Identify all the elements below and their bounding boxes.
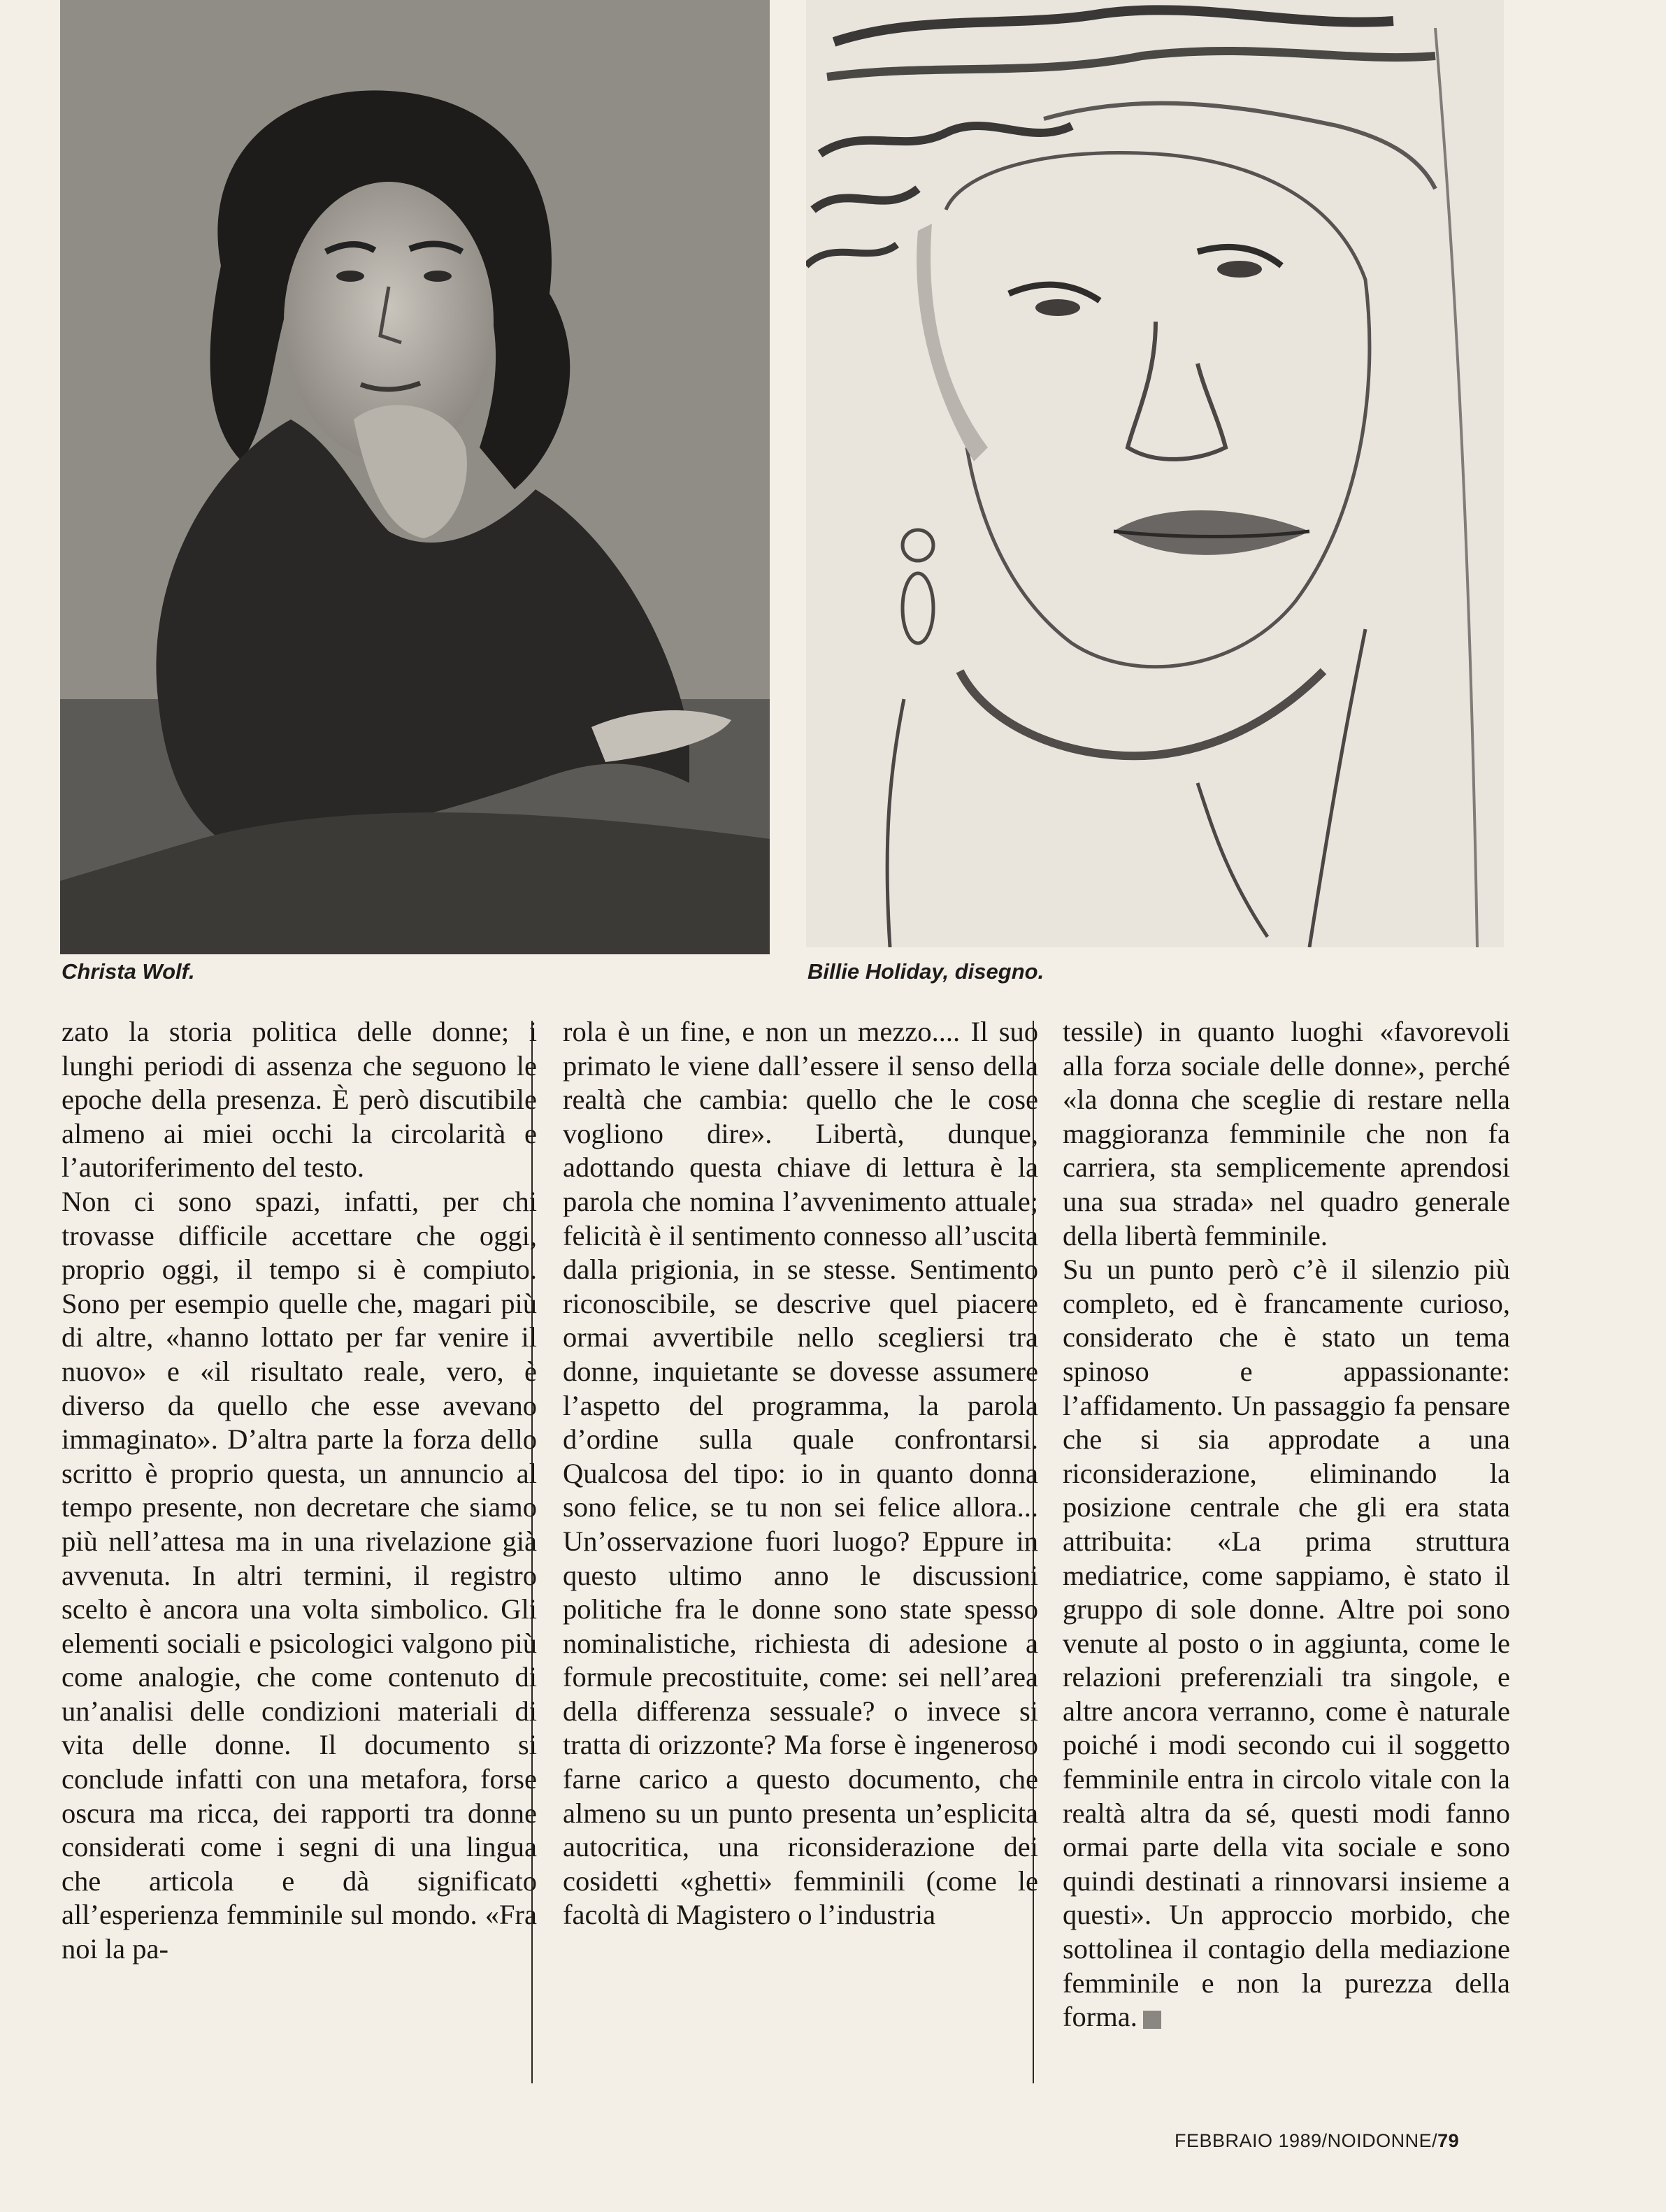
end-of-article-mark — [1143, 2011, 1161, 2029]
caption-christa-wolf: Christa Wolf. — [62, 959, 195, 984]
portrait-painting-icon — [60, 0, 770, 954]
page-footer — [1175, 2130, 1459, 2152]
text-column-3 — [1063, 1015, 1510, 2034]
caption-billie-holiday: Billie Holiday, disegno. — [807, 959, 1044, 984]
photo-christa-wolf — [60, 0, 770, 954]
paragraph: rola è un fine, e non un mezzo.... Il suo primato le viene dall’essere il senso della realtà che cambia: quello che le cose vogliono dire». Libertà, dunque, adottando questa chiave di lettura è la parola che nomina l’avvenimento attuale; felicità è il sentimento connesso all’uscita dalla prigionia, in se stesse. Sentimento riconoscibile, se descrive quel piacere ormai avvertibile nello scegliersi tra donne, inquietante se dovesse assumere l’aspetto del programma, la parola d’ordine sulla quale confrontarsi. Qualcosa del tipo: io in quanto donna sono felice, se tu non sei felice allora... Un’osservazione fuori luogo? Eppure in questo ultimo anno le discussioni politiche fra le donne sono state spesso nominalistiche, richiesta di adesione a formule precostituite, come: sei nell’area della differenza sessuale? o invece si tratta di orizzonte? Ma forse è ingeneroso farne carico a questo documento, che almeno su un punto presenta un’esplicita autocritica, una riconsiderazione dei cosidetti «ghetti» femminili (come le facoltà di Magistero o l’industria — [563, 1016, 1038, 1931]
portrait-sketch-icon — [806, 0, 1504, 947]
paragraph: Non ci sono spazi, infatti, per chi trovasse difficile accettare che oggi, proprio oggi, il tempo si è compiuto. Sono per esempio quelle che, magari più di altre, «hanno lottato per far venire il nuovo» e «il risultato reale, vero, è diverso da quello che esse avevano immaginato». D’altra parte la forza dello scritto è proprio questa, un annuncio al tempo presente, non decretare che siamo più nell’attesa ma in una rivelazione già avvenuta. In altri termini, il registro scelto è ancora una volta simbolico. Gli elementi sociali e psicologici valgono più come analogie, che come contenuto di un’analisi delle condizioni materiali di vita delle donne. Il documento si conclude infatti con una metafora, forse oscura ma ricca, dei rapporti tra donne considerati come i segni di una lingua che articola e dà significato all’esperienza femminile sul mondo. «Fra noi la pa- — [62, 1185, 537, 1965]
page-number: 79 — [1437, 2130, 1460, 2151]
paragraph: zato la storia politica delle donne; i lunghi periodi di assenza che seguono le epoche della presenza. È però discutibile almeno ai miei occhi la circolarità e l’autoriferimento del testo. — [62, 1016, 537, 1184]
drawing-billie-holiday — [806, 0, 1504, 947]
issue-label: FEBBRAIO 1989/NOIDONNE/ — [1175, 2130, 1438, 2151]
paragraph: tessile) in quanto luoghi «favorevoli alla forza sociale delle donne», perché «la donna che sceglie di restare nella maggioranza femminile che non fa carriera, sta semplicemente aprendosi una sua strada» nel quadro generale della libertà femminile. — [1063, 1016, 1510, 1251]
paragraph — [1063, 1253, 1510, 2034]
text-column-1 — [62, 1015, 537, 1967]
paragraph-text: Su un punto però c’è il silenzio più completo, ed è francamente curioso, considerato che è stato un tema spinoso e appassionante: l’affidamento. Un passaggio fa pensare che si sia approdate a una riconsiderazione, eliminando la posizione centrale che gli era stata attribuita: «La prima struttura mediatrice, come sappiamo, è stato il gruppo di sole donne. Altre poi sono venute al posto o in aggiunta, come le relazioni preferenziali tra singole, e altre ancora verranno, come è naturale poiché i modi secondo cui il soggetto femminile entra in circolo vitale con la realtà altra da sé, questi modi fanno ormai parte della vita sociale e sono quindi destinati a rinnovarsi insieme a questi». Un approccio morbido, che sottolinea il contagio della mediazione femminile e non la purezza della forma. — [1063, 1254, 1510, 2033]
text-column-2 — [563, 1015, 1038, 1932]
